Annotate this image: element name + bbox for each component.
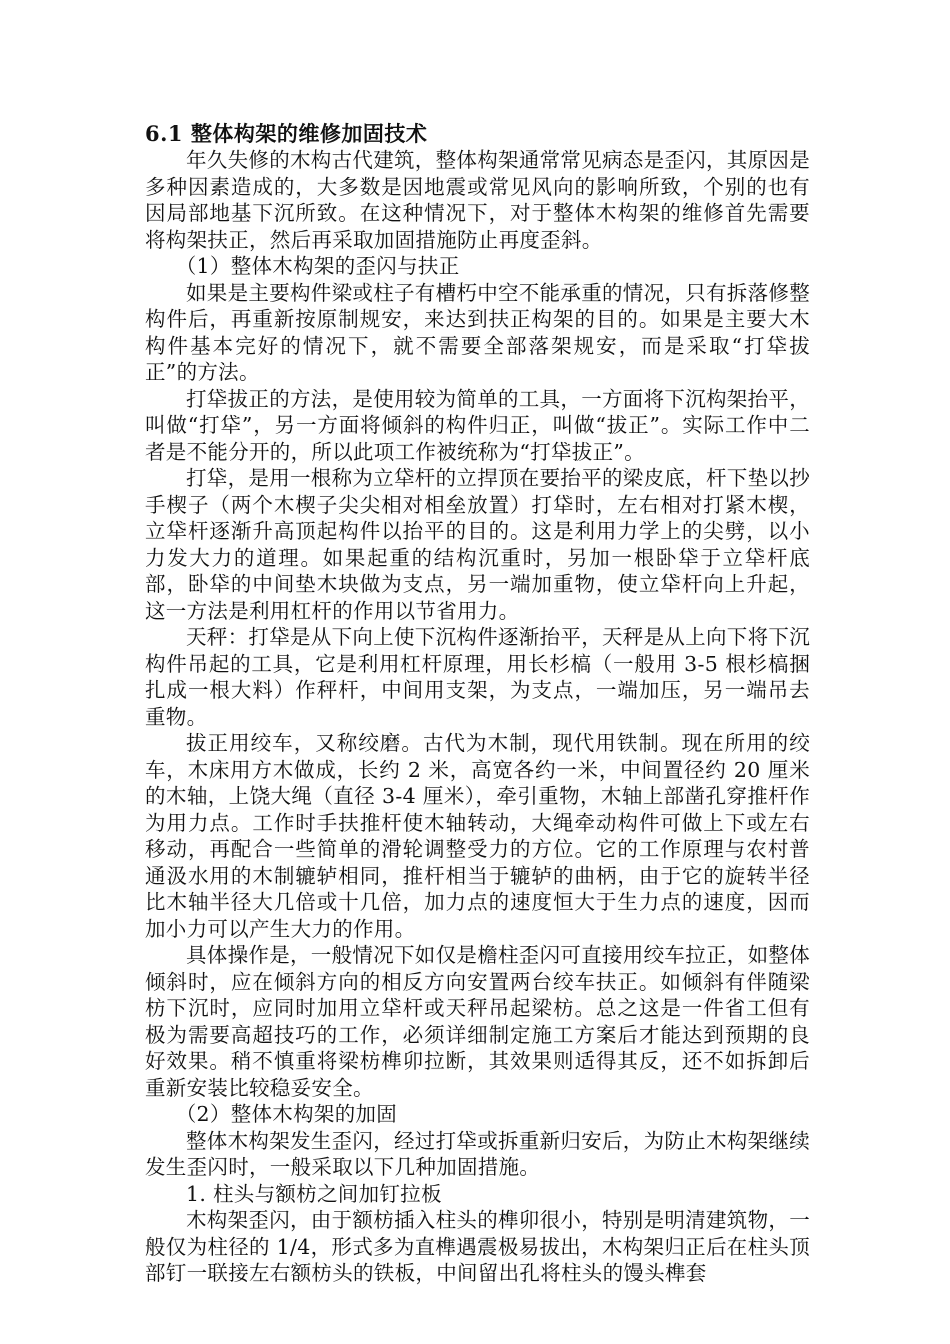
list-item-title: 1. 柱头与额枋之间加钉拉板 bbox=[186, 1181, 442, 1206]
paragraph: 打牮拔正的方法，是使用较为简单的工具，一方面将下沉构架抬平，叫做“打牮”，另一方面将倾斜的构件归正，叫做“拔正”。实际工作中二者是不能分开的，所以此项工作被统称为“打牮拔正”。 bbox=[145, 386, 810, 464]
paragraph: 拔正用绞车，又称绞磨。古代为木制，现代用铁制。现在所用的绞车，木床用方木做成，长约 2 米，高宽各约一米，中间置径约 20 厘米的木轴，上饶大绳（直径 3-4 厘米），牵引重物，木轴上部凿孔穿推杆作为用力点。工作时手扶推杆使木轴转动，大绳牵动构件可做上下或左右移动，再配合一些简单的滑轮调整受力的方位。它的工作原理与农村普通汲水用的木制辘轳相同，推杆相当于辘轳的曲柄，由于它的旋转半径比木轴半径大几倍或十几倍，加力点的速度恒大于生力点的速度，因而加小力可以产生大力的作用。 bbox=[145, 731, 810, 941]
intro-paragraph: 年久失修的木构古代建筑，整体构架通常常见病态是歪闪，其原因是多种因素造成的，大多数是因地震或常见风向的影响所致，个别的也有因局部地基下沉所致。在这种情况下，对于整体木构架的维修首先需要将构架扶正，然后再采取加固措施防止再度歪斜。 bbox=[145, 148, 810, 252]
subsection-title-1: （1）整体木构架的歪闪与扶正 bbox=[175, 254, 460, 278]
document-page bbox=[145, 120, 810, 1287]
paragraph: 天秤：打牮是从下向上使下沉构件逐渐抬平，天秤是从上向下将下沉构件吊起的工具，它是利用杠杆原理，用长杉槁（一般用 3-5 根杉槁捆扎成一根大料）作秤杆，中间用支架，为支点，一端加压，另一端吊去重物。 bbox=[145, 625, 810, 729]
paragraph: 木构架歪闪，由于额枋插入柱头的榫卯很小，特别是明清建筑物，一般仅为柱径的 1/4，形式多为直榫遇震极易拔出，木构架归正后在柱头顶部钉一联接左右额枋头的铁板，中间留出孔将柱头的馒头榫套 bbox=[145, 1208, 810, 1285]
paragraph: 具体操作是，一般情况下如仅是檐柱歪闪可直接用绞车拉正，如整体倾斜时，应在倾斜方向的相反方向安置两台绞车扶正。如倾斜有伴随梁枋下沉时，应同时加用立牮杆或天秤吊起梁枋。总之这是一件省工但有极为需要高超技巧的工作，必须详细制定施工方案后才能达到预期的良好效果。稍不慎重将梁枋榫卯拉断，其效果则适得其反，还不如拆卸后重新安装比较稳妥安全。 bbox=[145, 943, 810, 1100]
subsection-title-2: （2）整体木构架的加固 bbox=[175, 1102, 398, 1126]
paragraph: 整体木构架发生歪闪，经过打牮或拆重新归安后，为防止木构架继续发生歪闪时，一般采取以下几种加固措施。 bbox=[145, 1128, 810, 1179]
section-heading: 6.1 整体构架的维修加固技术 bbox=[145, 121, 428, 146]
paragraph: 打牮，是用一根称为立牮杆的立捍顶在要抬平的梁皮底，杆下垫以抄手楔子（两个木楔子尖尖相对相垒放置）打牮时，左右相对打紧木楔，立牮杆逐渐升高顶起构件以抬平的目的。这是利用力学上的尖劈，以小力发大力的道理。如果起重的结构沉重时，另加一根卧牮于立牮杆底部，卧牮的中间垫木块做为支点，另一端加重物，使立牮杆向上升起，这一方法是利用杠杆的作用以节省用力。 bbox=[145, 466, 810, 623]
paragraph: 如果是主要构件梁或柱子有槽朽中空不能承重的情况，只有拆落修整构件后，再重新按原制规安，来达到扶正构架的目的。如果是主要大木构件基本完好的情况下，就不需要全部落架规安，而是采取“打牮拔正”的方法。 bbox=[145, 280, 810, 384]
